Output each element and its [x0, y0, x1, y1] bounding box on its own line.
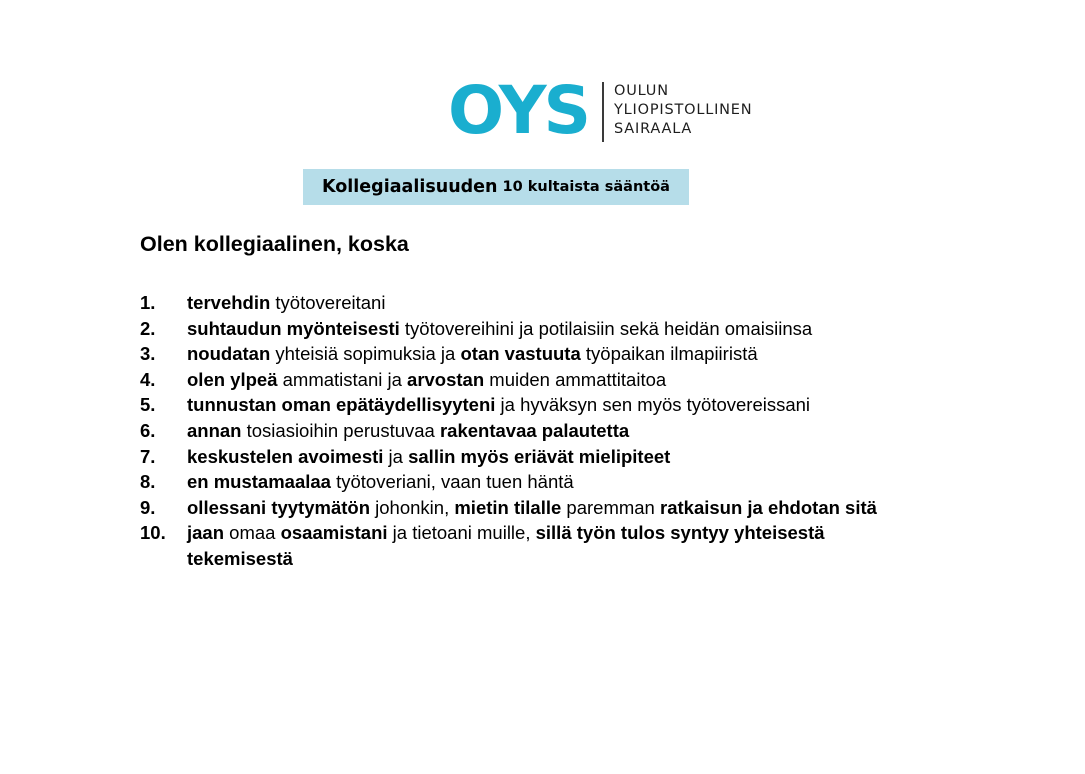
- rule-text: [187, 469, 900, 495]
- intro-heading: Olen kollegiaalinen, koska: [140, 232, 409, 256]
- rule-text-bold: tervehdin: [187, 292, 271, 313]
- rule-text-plain: tosiasioihin perustuvaa: [241, 419, 440, 441]
- rule-number: 8.: [140, 471, 156, 493]
- logo-text: [614, 82, 752, 139]
- rule-text: [187, 444, 900, 470]
- rule-item: [140, 520, 900, 571]
- rule-text-plain: työtovereihini ja potilaisiin sekä heidän omaisiinsa: [399, 317, 813, 339]
- rule-text-plain: omaa: [224, 522, 281, 544]
- logo-line-1: OULUN: [614, 83, 669, 99]
- rule-text: [187, 520, 900, 571]
- rule-text: [187, 290, 900, 316]
- rule-text-bold: noudatan: [187, 343, 271, 365]
- rule-number: 7.: [140, 445, 156, 467]
- logo-mark: OYS: [448, 72, 589, 149]
- rule-item: [140, 367, 900, 393]
- rule-text-bold: en mustamaalaa: [187, 471, 331, 493]
- rule-text-plain: yhteisiä sopimuksia ja: [270, 343, 461, 365]
- rule-item: [140, 495, 900, 521]
- rule-text-plain: ja hyväksyn sen myös työtovereissani: [495, 394, 811, 416]
- rule-number: 10.: [140, 522, 166, 544]
- rule-text-plain: ja tietoani muille,: [387, 522, 536, 544]
- banner-title-main: Kollegiaalisuuden: [322, 177, 498, 197]
- rule-item: [140, 469, 900, 495]
- rule-item: [140, 316, 900, 342]
- logo-divider: [602, 82, 604, 142]
- rule-text-bold: mietin tilalle: [454, 496, 562, 518]
- rule-text-bold: jaan: [187, 522, 225, 544]
- rule-text-bold: otan vastuuta: [460, 343, 581, 365]
- rule-item: [140, 444, 900, 470]
- rule-number: 2.: [140, 317, 156, 339]
- rule-number: 4.: [140, 368, 156, 390]
- rule-text-plain: ammatistani ja: [277, 368, 408, 390]
- rule-text-bold: tunnustan oman epätäydellisyyteni: [187, 394, 496, 416]
- rule-text: [187, 495, 900, 521]
- rule-text-bold: sallin myös eriävät mielipiteet: [408, 445, 671, 467]
- rule-text-plain: työtoveriani, vaan tuen häntä: [330, 471, 574, 493]
- logo-line-3: SAIRAALA: [614, 121, 693, 137]
- rule-number: 5.: [140, 394, 156, 416]
- rule-item: [140, 392, 900, 418]
- rule-text: [187, 418, 900, 444]
- rule-text: [187, 341, 900, 367]
- rule-text-bold: rakentavaa palautetta: [439, 419, 630, 441]
- rule-text-bold: sillä työn tulos syntyy yhteisestä tekemisestä: [187, 522, 825, 569]
- rule-text-plain: paremman: [561, 496, 660, 518]
- rule-text-bold: keskustelen avoimesti: [187, 445, 384, 467]
- rules-list: [140, 290, 900, 572]
- rule-number: 3.: [140, 343, 156, 365]
- banner-title-rest: 10 kultaista sääntöä: [502, 179, 670, 195]
- rule-number: 6.: [140, 419, 156, 441]
- rule-text: [187, 367, 900, 393]
- rule-number: 9.: [140, 496, 156, 518]
- rule-text-bold: annan: [187, 419, 242, 441]
- rule-text-plain: työpaikan ilmapiiristä: [580, 343, 758, 365]
- title-banner: [303, 169, 689, 205]
- oys-logo: [448, 72, 778, 149]
- rule-number: 1.: [140, 292, 156, 313]
- rule-item: [140, 341, 900, 367]
- rule-text-bold: ratkaisun ja ehdotan sitä: [660, 496, 877, 518]
- rule-text-bold: osaamistani: [280, 522, 388, 544]
- rule-text-bold: olen ylpeä: [187, 368, 278, 390]
- rule-item: [140, 418, 900, 444]
- rule-text-plain: johonkin,: [370, 496, 455, 518]
- logo-line-2: YLIOPISTOLLINEN: [614, 102, 753, 118]
- rule-text-bold: arvostan: [407, 368, 485, 390]
- rule-text-plain: muiden ammattitaitoa: [484, 368, 667, 390]
- rule-text: [187, 392, 900, 418]
- rule-text-bold: suhtaudun myönteisesti: [187, 317, 400, 339]
- rule-text: [187, 316, 900, 342]
- rule-text-bold: ollessani tyytymätön: [187, 496, 371, 518]
- rule-item: [140, 290, 900, 316]
- rule-text-plain: työtovereitani: [270, 292, 386, 313]
- rule-text-plain: ja: [383, 445, 409, 467]
